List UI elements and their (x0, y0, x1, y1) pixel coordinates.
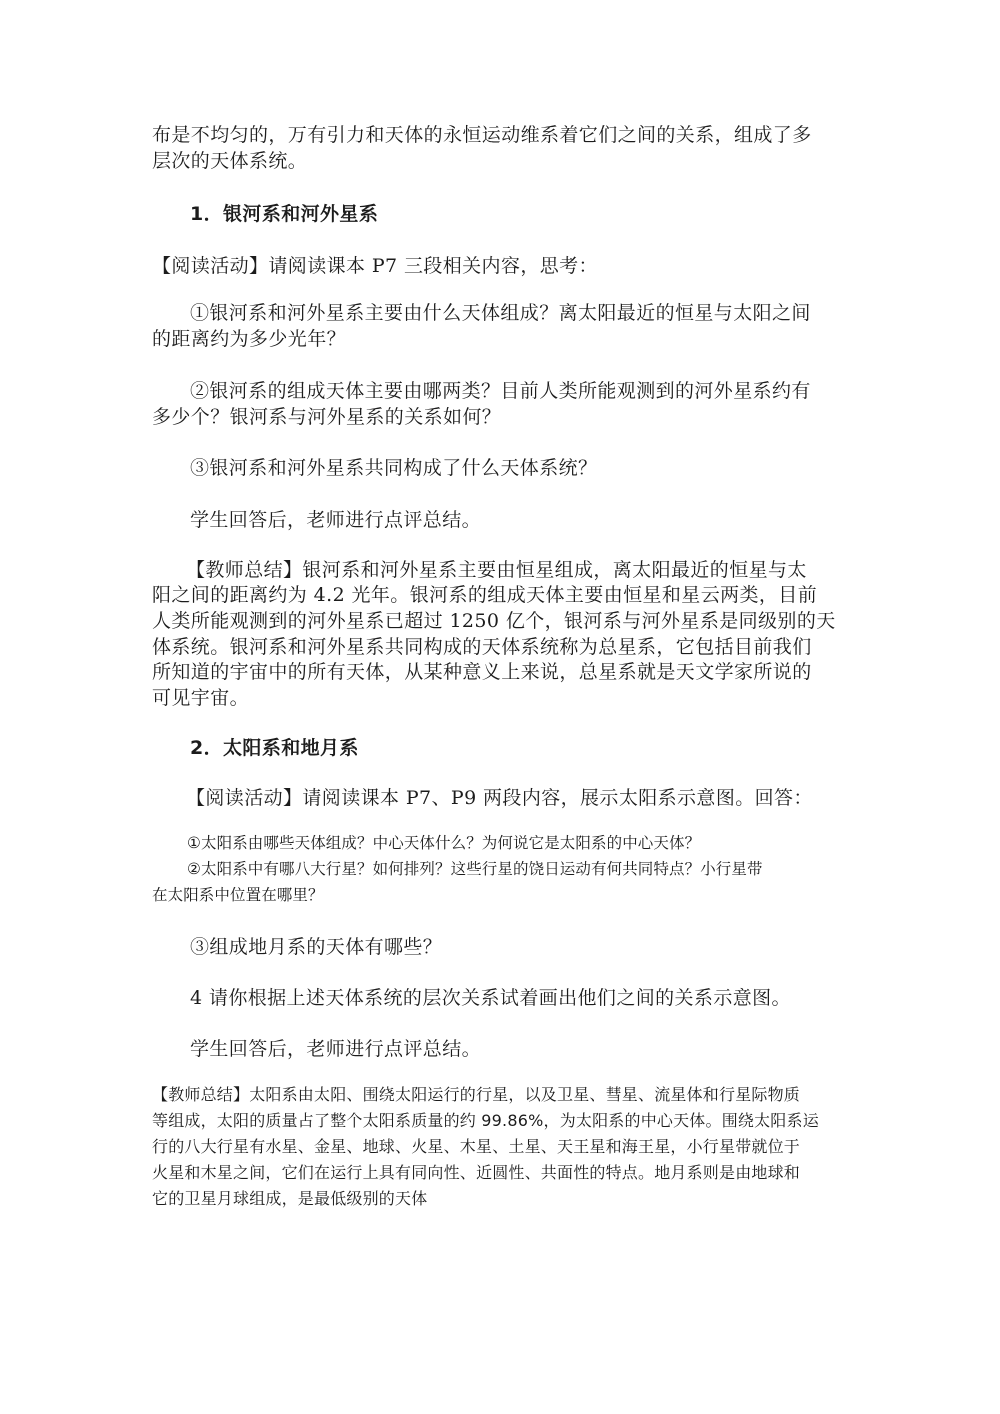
reading-activity-2: 【阅读活动】请阅读课本 P7、P9 两段内容，展示太阳系示意图。回答： (186, 787, 813, 809)
intro-line: 布是不均匀的，万有引力和天体的永恒运动维系着它们之间的关系，组成了多 (152, 124, 812, 146)
teacher-summary-line: 火星和木星之间，它们在运行上具有同向性、近圆性、共面性的特点。地月系则是由地球和 (152, 1163, 801, 1182)
section-heading-1: 1．银河系和河外星系 (190, 203, 379, 225)
teacher-summary-line: 体系统。银河系和河外星系共同构成的天体系统称为总星系，它包括目前我们 (152, 636, 812, 658)
question-2-cont: 多少个？银河系与河外星系的关系如何？ (152, 406, 502, 428)
student-answer-note: 学生回答后，老师进行点评总结。 (190, 509, 482, 531)
teacher-summary-line: 阳之间的距离约为 4.2 光年。银河系的组成天体主要由恒星和星云两类，目前 (152, 584, 818, 606)
question-4: 4 请你根据上述天体系统的层次关系试着画出他们之间的关系示意图。 (190, 987, 791, 1009)
reading-activity-1: 【阅读活动】请阅读课本 P7 三段相关内容，思考： (152, 255, 598, 277)
question-2-cont: 在太阳系中位置在哪里？ (152, 886, 324, 904)
question-1: ①银河系和河外星系主要由什么天体组成？离太阳最近的恒星与太阳之间 (190, 302, 811, 324)
teacher-summary-line: 【教师总结】银河系和河外星系主要由恒星组成，离太阳最近的恒星与太 (186, 559, 807, 581)
question-3: ③银河系和河外星系共同构成了什么天体系统？ (190, 457, 598, 479)
question-1-cont: 的距离约为多少光年？ (152, 328, 347, 350)
intro-line: 层次的天体系统。 (152, 150, 308, 172)
teacher-summary-line: 等组成，太阳的质量占了整个太阳系质量的约 99.86%，为太阳系的中心天体。围绕太阳系运 (152, 1111, 819, 1130)
question-2: ②银河系的组成天体主要由哪两类？目前人类所能观测到的河外星系约有 (190, 380, 811, 402)
teacher-summary-line: 人类所能观测到的河外星系已超过 1250 亿个，银河系与河外星系是同级别的天 (152, 610, 836, 632)
teacher-summary-line: 所知道的宇宙中的所有天体，从某种意义上来说，总星系就是天文学家所说的 (152, 661, 812, 683)
teacher-summary-line: 行的八大行星有水星、金星、地球、火星、木星、土星、天王星和海王星，小行星带就位于 (152, 1137, 801, 1156)
student-answer-note: 学生回答后，老师进行点评总结。 (190, 1038, 482, 1060)
section-heading-2: 2．太阳系和地月系 (190, 737, 359, 759)
question-3: ③组成地月系的天体有哪些？ (190, 936, 443, 958)
teacher-summary-line: 它的卫星月球组成，是最低级别的天体 (152, 1189, 428, 1208)
question-2: ②太阳系中有哪八大行星？如何排列？这些行星的饶日运动有何共同特点？小行星带 (187, 860, 763, 878)
teacher-summary-line: 可见宇宙。 (152, 687, 250, 709)
teacher-summary-line: 【教师总结】太阳系由太阳、围绕太阳运行的行星，以及卫星、彗星、流星体和行星际物质 (152, 1085, 801, 1104)
question-1: ①太阳系由哪些天体组成？中心天体什么？为何说它是太阳系的中心天体？ (187, 834, 701, 852)
